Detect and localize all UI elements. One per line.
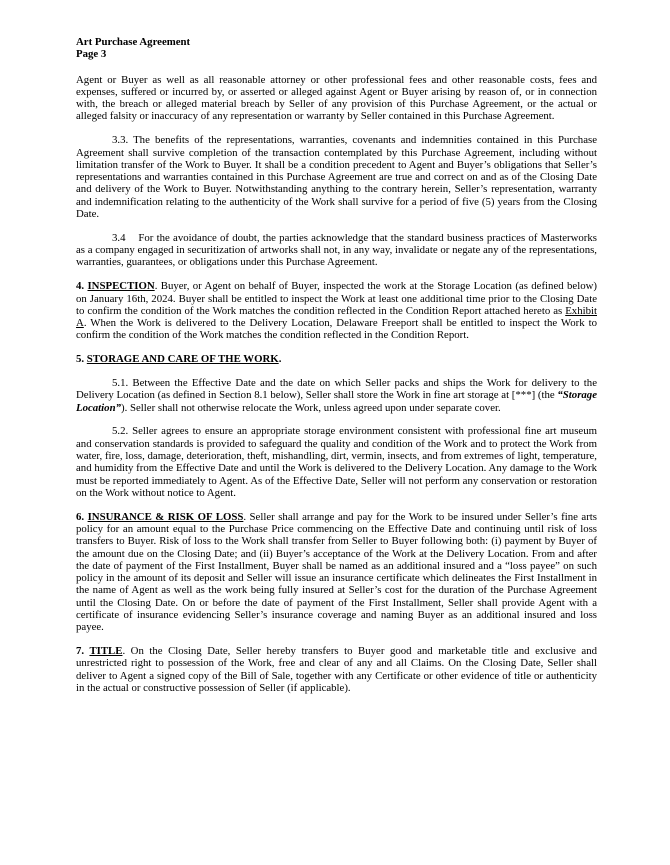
text-run: TITLE: [89, 645, 123, 658]
text-run: STORAGE AND CARE OF THE WORK: [86, 353, 279, 366]
paragraph: [76, 645, 597, 694]
text-run: Exhibit A: [76, 304, 597, 330]
paragraph: [76, 511, 597, 634]
text-run: 5.1. Between the Effective Date and the date on which Seller packs and ships the Work for delivery to the Delivery Location (as defined in Section 8.1 below), Seller shall store the Work in fine art storage at [***] (the: [76, 377, 597, 402]
text-run: 5.: [76, 353, 87, 366]
text-run: 5.2. Seller agrees to ensure an appropriate storage environment consistent with professional fine art museum and conservation standards is provided to safeguard the quality and condition of the Work and to protect the Work from water, fire, loss, damage, deterioration, theft, mishandling, dirt, vermin, insects, and from extremes of light, temperature, and humidity from the Effective Date and until the Work is delivered to the Delivery Location. Any damage to the Work must be reported immediately to Agent. As of the Effective Date, Seller will not perform any conservation or restoration on the Work without notice to Agent.: [76, 425, 597, 499]
text-run: 3.3. The benefits of the representations, warranties, covenants and indemnities contained in this Purchase Agreement shall survive completion of the transaction contemplated by this Purchase Agreement, including without limitation transfer of the Work to Buyer. It shall be a condition precedent to Agent and Buyer’s obligations that Seller’s representations and warranties contained in this Purchase Agreement are true and correct on and as of the Closing Date and delivery of the Work to Buyer. Notwithstanding anything to the contrary herein, Seller’s representation, warranty and indemnification relating to the authenticity of the Work shall survive for a period of five (5) years from the Closing Date.: [76, 134, 597, 221]
text-run: . On the Closing Date, Seller hereby transfers to Buyer good and marketable title and exclusive and unrestricted right to possession of the Work, free and clear of any and all Claims. On the Closing Date, Seller shall deliver to Agent a signed copy of the Bill of Sale, together with any Certificate or other evidence of title or authenticity in the actual or constructive possession of Seller (if applicable).: [76, 645, 597, 695]
text-run: . Seller shall arrange and pay for the Work to be insured under Seller’s fine arts policy for an amount equal to the Purchase Price commencing on the Effective Date and continuing until risk of loss transfers to Buyer. Risk of loss to the Work shall transfer from Seller to Buyer following both: (i) payment by Buyer of the amount due on the Closing Date; and (ii) Buyer’s acceptance of the Work at the Delivery Location. From and after the date of payment of the First Installment, Buyer shall be named as an additional insured and a “loss payee” on such policy in the amount of its deposit and Seller will issue an insurance certificate which delineates the First Installment in the name of Agent as well as the work being fully insured at Seller’s cost for the duration of the Purchase Agreement until the Closing Date. On or before the date of payment of the First Installment, Seller shall provide Agent with a certificate of insurance evidencing Seller’s insurance coverage and naming Buyer as an additional insured and loss payee.: [76, 510, 597, 634]
document-title: Art Purchase Agreement: [76, 36, 191, 48]
text-run: 3.4 For the avoidance of doubt, the parties acknowledge that the standard business practices of Masterworks as a company engaged in securitization of artworks shall not, in any way, invalidate or negate any of the representations, warranties, guarantees, or obligations under this Purchase Agreement.: [76, 231, 597, 269]
text-run: INSPECTION: [87, 280, 155, 293]
paragraph: [76, 232, 597, 269]
paragraph: [76, 280, 597, 341]
page-number: Page 3: [76, 48, 107, 61]
text-run: . Buyer, or Agent on behalf of Buyer, inspected the work at the Storage Location (as defined below) on January 16th, 2024. Buyer shall be entitled to inspect the Work at least one additional time prior to the Closing Date to confirm the condition of the Work matches the condition reflected in the Condition Report attached hereto as: [76, 280, 598, 317]
document-body: [76, 74, 597, 695]
text-run: 7.: [76, 645, 90, 658]
text-run: . When the Work is delivered to the Delivery Location, Delaware Freeport shall be entitled to inspect the Work to confirm the condition of the Work matches the condition reflected in the Condition Report.: [76, 317, 597, 342]
text-run: 6.: [76, 510, 88, 523]
paragraph: [76, 134, 597, 220]
text-run: .: [278, 353, 282, 366]
paragraph: [76, 74, 597, 123]
paragraph: [76, 425, 597, 499]
text-run: 4.: [76, 280, 88, 293]
text-run: Agent or Buyer as well as all reasonable attorney or other professional fees and other reasonable costs, fees and expenses, suffered or incurred by, or asserted or alleged against Agent or Buyer arising by reason of, or in connection with, the breach or alleged material breach by Seller of any provision of this Purchase Agreement, or the actual or alleged falsity or inaccuracy of any representation or warranty by Seller contained in this Purchase Agreement.: [76, 73, 597, 123]
paragraph: [76, 377, 597, 414]
text-run: “Storage Location”: [76, 389, 597, 414]
paragraph: [76, 353, 597, 365]
text-run: INSURANCE & RISK OF LOSS: [87, 510, 244, 523]
text-run: ). Seller shall not otherwise relocate the Work, unless agreed upon under separate cover.: [121, 401, 501, 414]
document-header: [76, 36, 597, 61]
